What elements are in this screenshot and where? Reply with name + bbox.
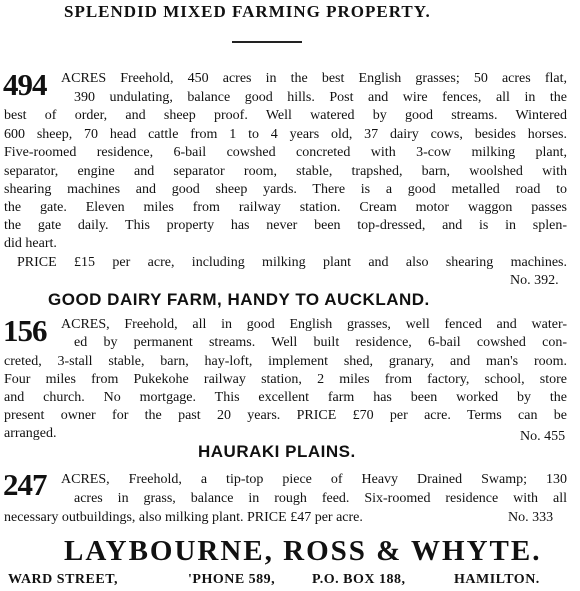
listing-1-line-5: Five-roomed residence, 6-bail cowshed concreted with 3-cow milking plant, xyxy=(4,145,567,160)
listing-3-acres: 247 xyxy=(3,467,47,502)
listing-1-line-4: 600 sheep, 70 head cattle from 1 to 4 years old, 37 dairy cows, besides horses. xyxy=(4,127,567,142)
listing-1-acres: 494 xyxy=(3,67,47,102)
listing-2-line-1: ACRES, Freehold, all in good English grasses, well fenced and water- xyxy=(61,317,567,332)
firm-pobox: P.O. BOX 188, xyxy=(312,572,406,587)
listing-3-line-2: acres in grass, balance in rough feed. Six-roomed residence with all xyxy=(74,491,567,506)
firm-town: HAMILTON. xyxy=(454,572,540,587)
page-title: SPLENDID MIXED FARMING PROPERTY. xyxy=(64,2,431,21)
listing-1-line-1: ACRES Freehold, 450 acres in the best English grasses; 50 acres flat, xyxy=(61,71,567,86)
listing-2-ref: No. 455 xyxy=(520,429,566,444)
listing-1-line-9: the gate daily. This property has never been top-dressed, and is in splen- xyxy=(4,218,567,233)
listing-1-price: PRICE £15 per acre, including milking plant and also shearing machines. xyxy=(17,255,567,270)
firm-phone: 'PHONE 589, xyxy=(188,572,276,587)
listing-1-ref: No. 392. xyxy=(510,273,559,288)
listing-2-line-3: creted, 3-stall stable, barn, hay-loft, implement shed, granary, and man's room. xyxy=(4,354,567,369)
listing-1-line-2: 390 undulating, balance good hills. Post and wire fences, all in the xyxy=(74,90,567,105)
listing-2-line-5: and church. No mortgage. This excellent farm has been worked by the xyxy=(4,390,567,405)
firm-name: LAYBOURNE, ROSS & WHYTE. xyxy=(64,535,542,567)
listing-2-line-6: present owner for the past 20 years. PRICE £70 per acre. Terms can be xyxy=(4,408,567,423)
listing-2-heading: GOOD DAIRY FARM, HANDY TO AUCKLAND. xyxy=(48,290,430,309)
listing-1-line-3: best of order, and sheep proof. Well watered by good streams. Wintered xyxy=(4,108,567,123)
listing-1-line-10: did heart. xyxy=(4,236,57,251)
listing-1-line-8: the gate. Eleven miles from railway station. Cream motor waggon passes xyxy=(4,200,567,215)
listing-2-line-2: ed by permanent streams. Well built residence, 6-bail cowshed con- xyxy=(74,335,567,350)
listing-2-line-4: Four miles from Pukekohe railway station, 2 miles from factory, school, store xyxy=(4,372,567,387)
listing-2-acres: 156 xyxy=(3,313,47,348)
listing-3-heading: HAURAKI PLAINS. xyxy=(198,442,356,461)
listing-3-line-1: ACRES, Freehold, a tip-top piece of Heavy Drained Swamp; 130 xyxy=(61,472,567,487)
listing-2-line-7: arranged. xyxy=(4,426,57,441)
listing-3-line-3: necessary outbuildings, also milking plant. PRICE £47 per acre. xyxy=(4,510,363,525)
firm-street: WARD STREET, xyxy=(8,572,118,587)
divider xyxy=(232,41,302,43)
listing-3-ref: No. 333 xyxy=(508,510,554,525)
listing-1-line-6: separator, engine and separator room, stable, trapshed, barn, woolshed with xyxy=(4,164,567,179)
listing-1-line-7: shearing machines and good sheep yards. There is a good metalled road to xyxy=(4,182,567,197)
